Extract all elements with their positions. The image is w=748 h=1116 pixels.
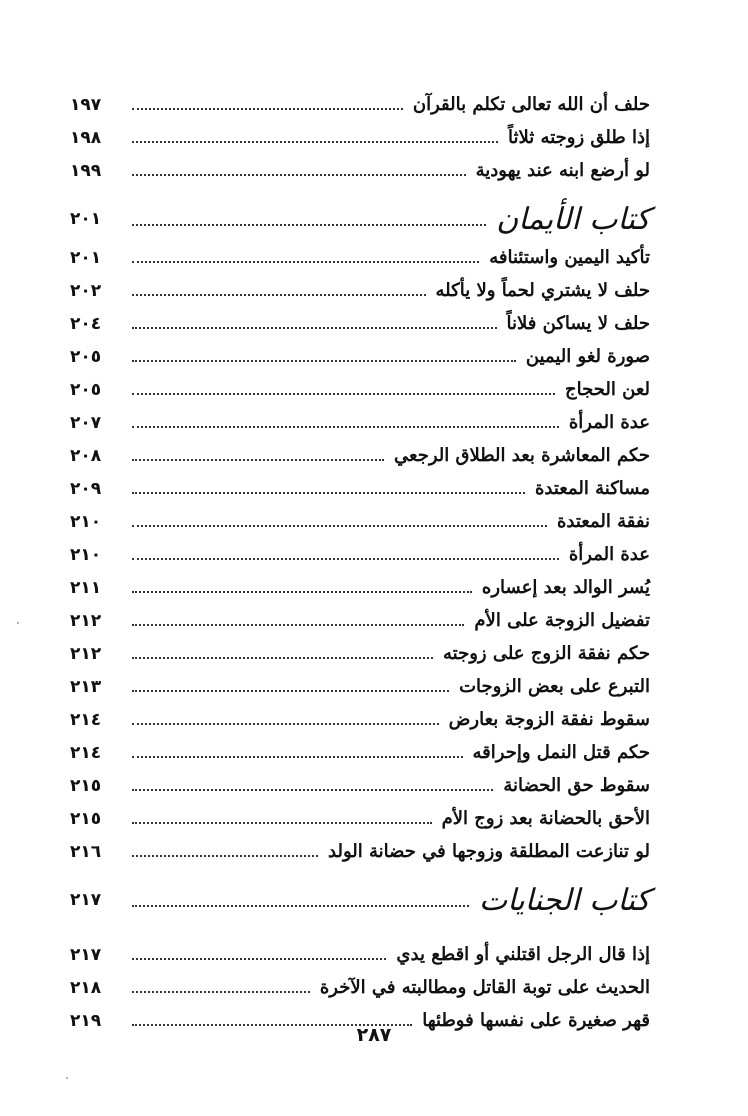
dot-leader bbox=[132, 670, 449, 703]
toc-entry-page: ٢١٢ bbox=[70, 610, 102, 631]
toc-entry bbox=[70, 274, 650, 307]
toc-entry-title: حلف أن الله تعالى تكلم بالقرآن bbox=[409, 94, 650, 115]
toc-entry bbox=[70, 938, 650, 971]
toc-entry-page: ٢٠٨ bbox=[70, 445, 102, 466]
toc-entry-page: ٢١٥ bbox=[70, 808, 102, 829]
toc-entry bbox=[70, 472, 650, 505]
toc-entry-page: ٢١٨ bbox=[70, 977, 102, 998]
toc-entry bbox=[70, 121, 650, 154]
toc-entry-page: ٢٠٩ bbox=[70, 478, 102, 499]
dot-leader bbox=[132, 274, 426, 307]
toc-entry-title: عدة المرأة bbox=[565, 412, 650, 433]
section-title: كتاب الأيمان bbox=[492, 202, 650, 237]
toc-entry-title: صورة لغو اليمين bbox=[522, 346, 650, 367]
toc-entry bbox=[70, 835, 650, 868]
dot-leader bbox=[132, 703, 439, 736]
dot-leader bbox=[132, 971, 310, 1004]
toc-entry-title: نفقة المعتدة bbox=[553, 511, 650, 532]
toc-entry bbox=[70, 637, 650, 670]
dot-leader bbox=[132, 439, 384, 472]
dot-leader bbox=[132, 835, 318, 868]
dot-leader bbox=[132, 121, 498, 154]
table-of-contents bbox=[70, 88, 650, 1037]
toc-entry bbox=[70, 604, 650, 637]
dot-leader bbox=[132, 571, 472, 604]
toc-entry-page: ٢١٦ bbox=[70, 841, 102, 862]
toc-entry-page: ٢١٥ bbox=[70, 775, 102, 796]
dot-leader bbox=[132, 241, 479, 274]
toc-entry-page: ٢٠٤ bbox=[70, 313, 102, 334]
dot-leader bbox=[132, 637, 433, 670]
toc-entry bbox=[70, 769, 650, 802]
toc-entry-page: ٢١٢ bbox=[70, 643, 102, 664]
toc-entry-title: لو تنازعت المطلقة وزوجها في حضانة الولد bbox=[324, 841, 650, 862]
toc-entry bbox=[70, 88, 650, 121]
toc-entry bbox=[70, 406, 650, 439]
toc-entry-title: حكم قتل النمل وإحراقه bbox=[469, 742, 650, 763]
page-number: ٢٨٧ bbox=[356, 1024, 392, 1046]
toc-entry-page: ٢١٤ bbox=[70, 709, 102, 730]
toc-entry bbox=[70, 154, 650, 187]
toc-entry bbox=[70, 736, 650, 769]
toc-entry-title: يُسر الوالد بعد إعساره bbox=[478, 577, 650, 598]
dot-leader bbox=[132, 505, 547, 538]
toc-entry bbox=[70, 971, 650, 1004]
dot-leader bbox=[132, 769, 493, 802]
toc-entry-page: ٢١٣ bbox=[70, 676, 102, 697]
toc-entry-page: ٢٠١ bbox=[70, 247, 102, 268]
dot-leader bbox=[132, 604, 464, 637]
toc-entry-title: الأحق بالحضانة بعد زوج الأم bbox=[438, 808, 650, 829]
toc-entry bbox=[70, 571, 650, 604]
dot-leader bbox=[132, 307, 497, 340]
toc-entry-page: ٢١٠ bbox=[70, 511, 102, 532]
toc-section-heading bbox=[70, 878, 650, 922]
toc-entry-title: لعن الحجاج bbox=[561, 379, 650, 400]
toc-section-heading bbox=[70, 197, 650, 241]
toc-entry-title: عدة المرأة bbox=[565, 544, 650, 565]
dot-leader bbox=[132, 154, 466, 187]
toc-entry bbox=[70, 373, 650, 406]
toc-entry-title: حكم نفقة الزوج على زوجته bbox=[439, 643, 650, 664]
toc-entry bbox=[70, 538, 650, 571]
dot-leader bbox=[132, 373, 555, 406]
toc-entry-title: لو أرضع ابنه عند يهودية bbox=[472, 160, 650, 181]
toc-entry-title: حلف لا يساكن فلاناً bbox=[503, 313, 650, 334]
toc-entry-title: تفضيل الزوجة على الأم bbox=[470, 610, 650, 631]
toc-entry-title: التبرع على بعض الزوجات bbox=[455, 676, 650, 697]
dot-leader bbox=[132, 736, 463, 769]
scan-speck bbox=[17, 622, 19, 624]
dot-leader bbox=[132, 802, 432, 835]
toc-entry-page: ٢٠٥ bbox=[70, 379, 102, 400]
dot-leader bbox=[132, 472, 525, 505]
toc-entry bbox=[70, 241, 650, 274]
dot-leader bbox=[132, 340, 516, 373]
section-page: ٢١٧ bbox=[70, 890, 102, 910]
dot-leader bbox=[132, 878, 469, 922]
toc-entry bbox=[70, 670, 650, 703]
toc-entry-title: الحديث على توبة القاتل ومطالبته في الآخرة bbox=[316, 977, 650, 998]
toc-entry-page: ١٩٩ bbox=[70, 160, 102, 181]
section-title: كتاب الجنايات bbox=[475, 883, 650, 918]
scan-speck bbox=[66, 1077, 68, 1079]
dot-leader bbox=[132, 538, 559, 571]
toc-entry-page: ٢١١ bbox=[70, 577, 102, 598]
toc-entry bbox=[70, 307, 650, 340]
toc-entry-title: مساكنة المعتدة bbox=[531, 478, 650, 499]
toc-entry bbox=[70, 505, 650, 538]
dot-leader bbox=[132, 88, 403, 121]
toc-entry-page: ٢١٧ bbox=[70, 944, 102, 965]
toc-entry-page: ١٩٨ bbox=[70, 127, 102, 148]
toc-entry-page: ٢١٠ bbox=[70, 544, 102, 565]
toc-entry bbox=[70, 340, 650, 373]
toc-entry-title: سقوط حق الحضانة bbox=[499, 775, 650, 796]
dot-leader bbox=[132, 197, 486, 241]
dot-leader bbox=[132, 938, 386, 971]
toc-entry-title: إذا طلق زوجته ثلاثاً bbox=[504, 127, 650, 148]
toc-entry bbox=[70, 802, 650, 835]
section-page: ٢٠١ bbox=[70, 209, 102, 229]
toc-entry-title: تأكيد اليمين واستئنافه bbox=[485, 247, 650, 268]
toc-entry-title: حلف لا يشتري لحماً ولا يأكله bbox=[432, 280, 650, 301]
toc-entry-title: سقوط نفقة الزوجة بعارض bbox=[445, 709, 650, 730]
toc-entry bbox=[70, 703, 650, 736]
toc-entry-page: ٢٠٥ bbox=[70, 346, 102, 367]
toc-entry-title: قهر صغيرة على نفسها فوطئها bbox=[418, 1010, 650, 1031]
toc-entry-title: إذا قال الرجل اقتلني أو اقطع يدي bbox=[392, 944, 650, 965]
toc-entry-title: حكم المعاشرة بعد الطلاق الرجعي bbox=[390, 445, 650, 466]
toc-entry bbox=[70, 439, 650, 472]
dot-leader bbox=[132, 406, 559, 439]
toc-entry-page: ٢٠٢ bbox=[70, 280, 102, 301]
toc-entry-page: ٢٠٧ bbox=[70, 412, 102, 433]
toc-entry-page: ١٩٧ bbox=[70, 94, 102, 115]
toc-entry-page: ٢١٤ bbox=[70, 742, 102, 763]
toc-entry-page: ٢١٩ bbox=[70, 1010, 102, 1031]
